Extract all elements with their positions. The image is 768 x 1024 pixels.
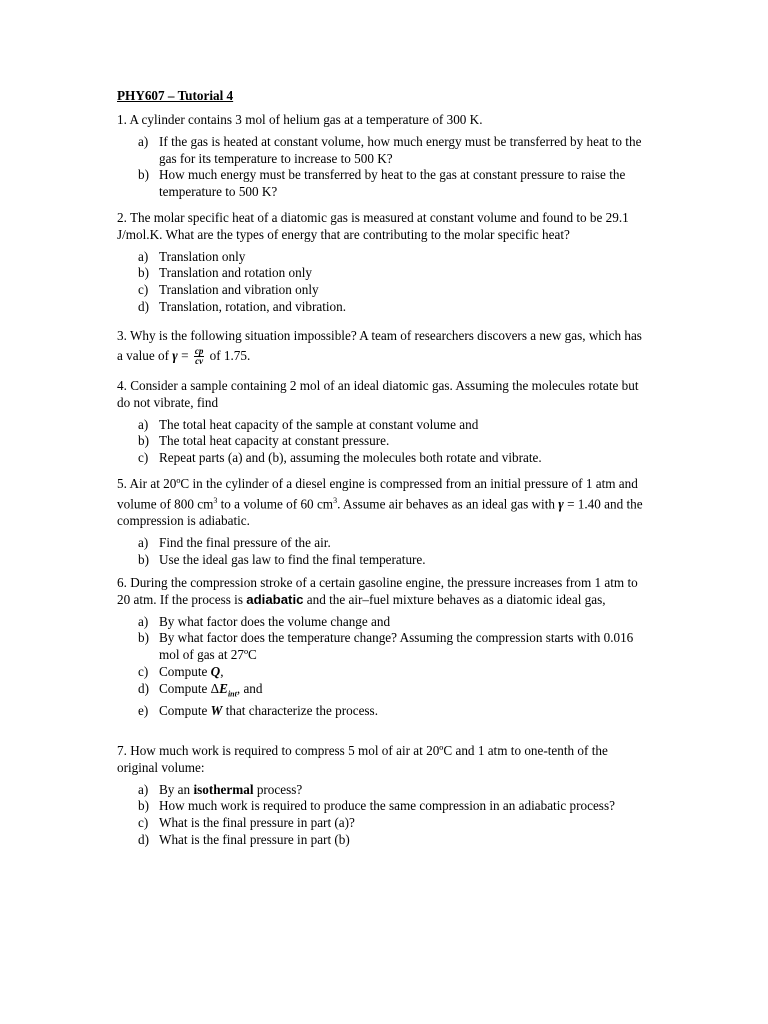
list-item: b) Use the ideal gas law to find the final temperature. xyxy=(138,551,426,567)
list-item: a) The total heat capacity of the sample at constant volume and xyxy=(138,416,479,432)
question-4 xyxy=(117,378,649,467)
list-item: c) Repeat parts (a) and (b), assuming the molecules both rotate and vibrate. xyxy=(138,450,542,466)
question-6-stem: 6. During the compression stroke of a certain gasoline engine, the pressure increases from 1 atm to 20 atm. If the process is adiabatic and the air–fuel mixture behaves as a diatomic ideal gas, xyxy=(117,575,638,607)
gamma-symbol: γ xyxy=(558,496,564,512)
list-item: a) By what factor does the volume change and xyxy=(138,613,391,629)
list-item: d) Translation, rotation, and vibration. xyxy=(138,298,347,314)
question-2 xyxy=(117,210,649,316)
question-6 xyxy=(117,575,649,720)
question-2-stem: 2. The molar specific heat of a diatomic gas is measured at constant volume and found to be 29.1 J/mol.K. What are the types of energy that are contributing to the molar specific heat? xyxy=(117,210,629,242)
list-item: a) Find the final pressure of the air. xyxy=(138,534,331,550)
list-item: c) Translation and vibration only xyxy=(138,282,319,298)
question-7-stem: 7. How much work is required to compress 5 mol of air at 20ºC and 1 atm to one-tenth of the original volume: xyxy=(117,743,608,775)
question-5 xyxy=(117,476,649,568)
list-item: b) By what factor does the temperature change? Assuming the compression starts with 0.016 mol of gas at 27ºC xyxy=(138,630,634,663)
list-item: c) Compute Q, xyxy=(138,663,224,679)
gamma-symbol: γ xyxy=(172,348,178,363)
question-4-stem: 4. Consider a sample containing 2 mol of an ideal diatomic gas. Assuming the molecules rotate but do not vibrate, find xyxy=(117,378,639,410)
list-item: a) If the gas is heated at constant volume, how much energy must be transferred by heat to the gas for its temperature to increase to 500 K? xyxy=(138,133,642,166)
list-item: b) How much work is required to produce the same compression in an adiabatic process? xyxy=(138,798,615,814)
list-item: b) The total heat capacity at constant pressure. xyxy=(138,433,390,449)
question-1 xyxy=(117,112,649,201)
list-item: b) Translation and rotation only xyxy=(138,265,312,281)
list-item: d) What is the final pressure in part (b) xyxy=(138,831,350,847)
list-item: c) What is the final pressure in part (a)? xyxy=(138,815,355,831)
question-3: 3. Why is the following situation impossible? A team of researchers discovers a new gas, which has a value of γ = $\frac{cp}{cv}$ of 1.75. xyxy=(117,328,642,367)
list-item: d) Compute $\Delta E_{int}$, and xyxy=(138,680,263,699)
question-1-stem: 1. A cylinder contains 3 mol of helium gas at a temperature of 300 K. xyxy=(117,112,483,127)
cp-over-cv-fraction: $\frac{cp}{cv}$ xyxy=(194,346,204,367)
document-title: PHY607 – Tutorial 4 xyxy=(117,88,234,103)
list-item: e) Compute W that characterize the process. xyxy=(138,703,378,719)
list-item: a) By an isothermal process? xyxy=(138,781,303,797)
question-5-stem: 5. Air at 20ºC in the cylinder of a diesel engine is compressed from an initial pressure of 1 atm and volume of 800 $cm^3$ to a volume of 60 $cm^3$. Assume air behaves as an ideal gas with γ = 1.40 and the compression is adiabatic. xyxy=(117,476,643,528)
list-item: b) How much energy must be transferred by heat to the gas at constant pressure to raise the temperature to 500 K? xyxy=(138,167,626,200)
question-7 xyxy=(117,743,649,849)
list-item: a) Translation only xyxy=(138,248,246,264)
